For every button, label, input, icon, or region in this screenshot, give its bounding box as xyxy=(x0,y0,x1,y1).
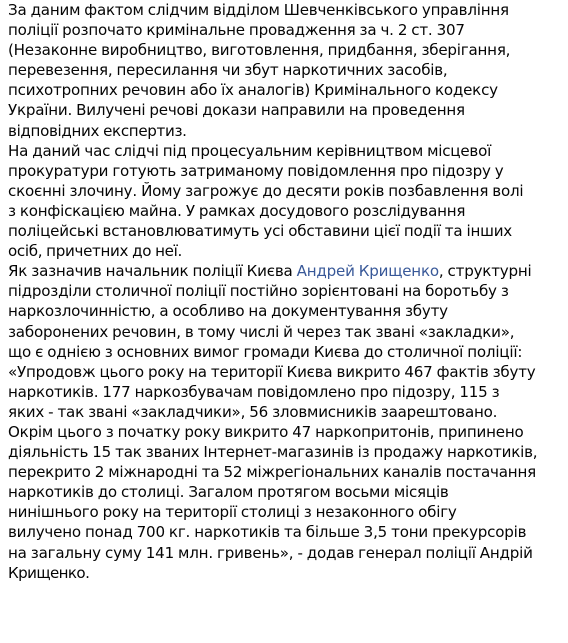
text-line: Крищенко. xyxy=(8,563,90,582)
text-line: діяльність 15 так званих Інтернет-магазинів із продажу наркотиків, xyxy=(8,443,538,462)
text-line: що є однією з основних вимог громади Києва до столичної поліції: xyxy=(8,342,523,361)
mention-link-andrei-kryshchenko[interactable]: Андрей Крищенко xyxy=(296,262,439,281)
text-line: Окрім цього з початку року викрито 47 наркопритонів, припинено xyxy=(8,422,524,441)
text-line: скоєнні злочину. Йому загрожує до десяти років позбавлення волі xyxy=(8,181,524,200)
text-fragment: Як зазначив начальник поліції Києва xyxy=(8,262,297,281)
text-line: поліції розпочато кримінальне провадження за ч. 2 ст. 307 xyxy=(8,21,465,40)
text-line: наркотиків. 177 наркозбувачам повідомлено про підозру, 115 з xyxy=(8,382,500,401)
text-line: України. Вилучені речові докази направили на проведення xyxy=(8,101,465,120)
paragraph-criminal-case xyxy=(8,0,568,141)
text-line: За даним фактом слідчим відділом Шевченківського управління xyxy=(8,1,509,19)
text-line: яких - так звані «закладчики», 56 зловмисників заарештовано. xyxy=(8,402,498,421)
text-line: перевезення, пересилання чи збут наркотичних засобів, xyxy=(8,61,448,80)
paragraph-investigation xyxy=(8,141,568,262)
text-line: На даний час слідчі під процесуальним керівництвом місцевої xyxy=(8,141,492,160)
text-fragment: , структурні xyxy=(438,262,532,281)
text-line: поліцейські встановлюватимуть усі обставини цієї події та інших xyxy=(8,222,513,241)
text-line: «Упродовж цього року на території Києва викрито 467 фактів збуту xyxy=(8,362,536,381)
text-line: наркозлочинністю, а особливо на документування збуту xyxy=(8,302,448,321)
text-line: вилучено понад 700 кг. наркотиків та більше 3,5 тони прекурсорів xyxy=(8,523,527,542)
text-line: нинішнього року на території столиці з незаконного обігу xyxy=(8,503,457,522)
text-line: заборонених речовин, в тому числі й через так звані «закладки», xyxy=(8,322,515,341)
text-line: відповідних експертиз. xyxy=(8,121,187,140)
text-line: осіб, причетних до неї. xyxy=(8,242,182,261)
text-line xyxy=(8,261,568,281)
text-line: наркотиків до столиці. Загалом протягом восьми місяців xyxy=(8,483,449,502)
text-line: на загальну суму 141 млн. гривень», - додав генерал поліції Андрій xyxy=(8,543,533,562)
text-line: психотропних речовин або їх аналогів) Кримінального кодексу xyxy=(8,81,498,100)
text-line: (Незаконне виробництво, виготовлення, придбання, зберігання, xyxy=(8,41,511,60)
text-line: з конфіскацією майна. У рамках досудового розслідування xyxy=(8,201,466,220)
text-line: прокуратури готують затриманому повідомлення про підозру у xyxy=(8,161,504,180)
text-line: підрозділи столичної поліції постійно зорієнтовані на боротьбу з xyxy=(8,282,509,301)
paragraph-police-chief-quote xyxy=(8,261,568,583)
text-line: перекрито 2 міжнародні та 52 міжрегіональних каналів постачання xyxy=(8,463,536,482)
